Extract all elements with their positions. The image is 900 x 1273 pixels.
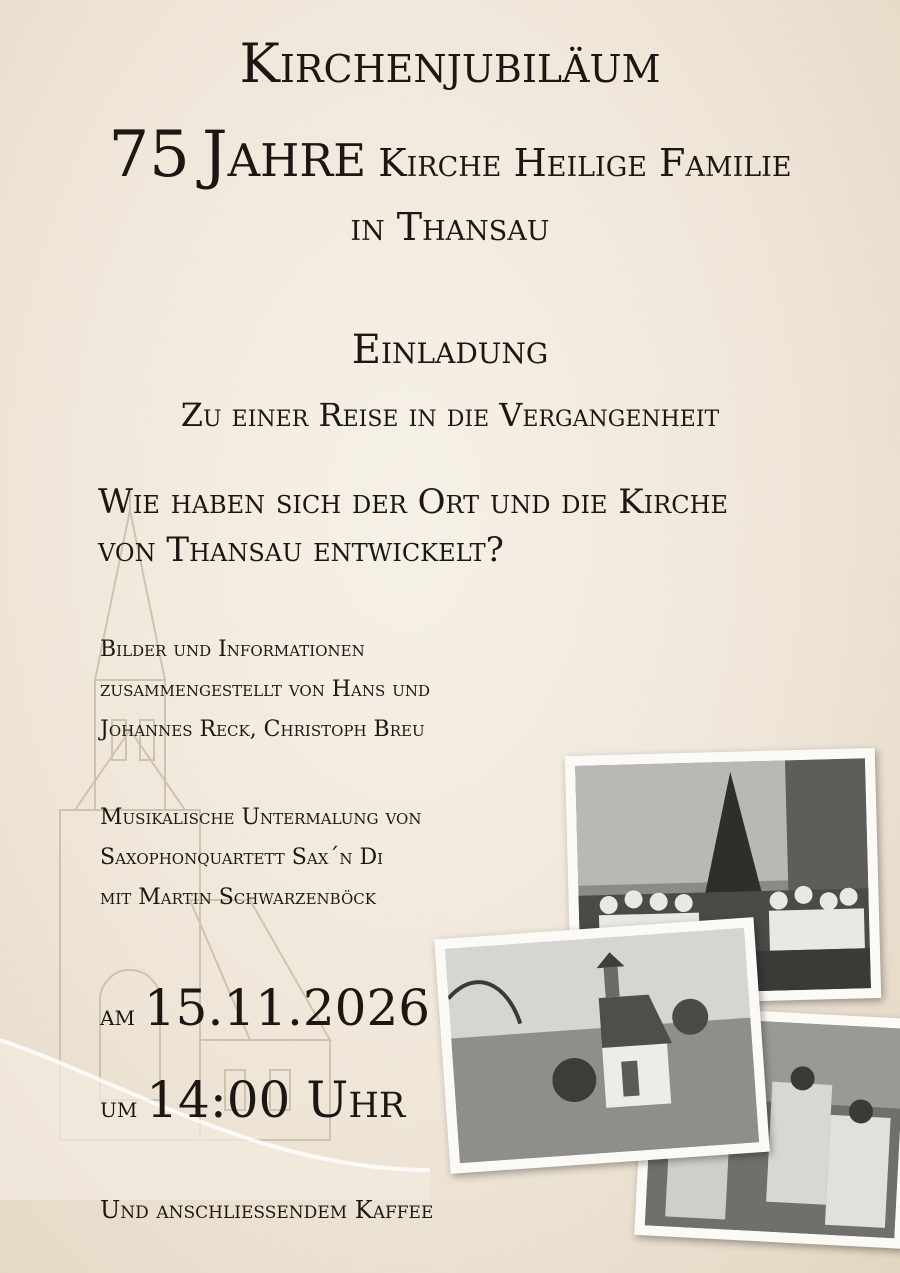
title-line-2: [0, 112, 900, 206]
event-time: [100, 1070, 405, 1138]
info-line-3: Johannes Reck, Christoph Breu: [100, 717, 425, 742]
invitation-subheading: Zu einer Reise in die Vergangenheit: [180, 396, 720, 434]
closing-text: Und anschliessendem Kaffee: [100, 1196, 434, 1224]
time-value: 14:00 Uhr: [146, 1071, 406, 1129]
photo-chapel-image: [445, 928, 759, 1163]
title-years: Jahre: [201, 118, 367, 192]
question-line-2: von Thansau entwickelt?: [98, 530, 504, 570]
question-text: [98, 478, 728, 574]
title-line-1: Kirchenjubiläum: [239, 32, 661, 95]
info-block: [100, 630, 430, 750]
photo-chapel: [434, 917, 770, 1174]
music-line-3: mit Martin Schwarzenböck: [100, 885, 376, 910]
event-date: [100, 978, 430, 1046]
date-prefix: am: [100, 999, 135, 1032]
invitation-heading: Einladung: [351, 327, 549, 373]
music-line-2: Saxophonquartett Sax´n Di: [100, 845, 384, 870]
title-church-name: Kirche Heilige Familie: [378, 141, 792, 185]
question-line-1: Wie haben sich der Ort und die Kirche: [98, 482, 729, 522]
title-line-3: in Thansau: [350, 205, 550, 249]
info-line-2: zusammengestellt von Hans und: [100, 677, 431, 702]
info-line-1: Bilder und Informationen: [100, 637, 365, 662]
music-block: [100, 798, 421, 918]
date-value: 15.11.2026: [143, 979, 431, 1037]
title-anniversary-number: 75: [108, 118, 190, 192]
music-line-1: Musikalische Untermalung von: [100, 805, 422, 830]
time-prefix: um: [100, 1091, 138, 1124]
